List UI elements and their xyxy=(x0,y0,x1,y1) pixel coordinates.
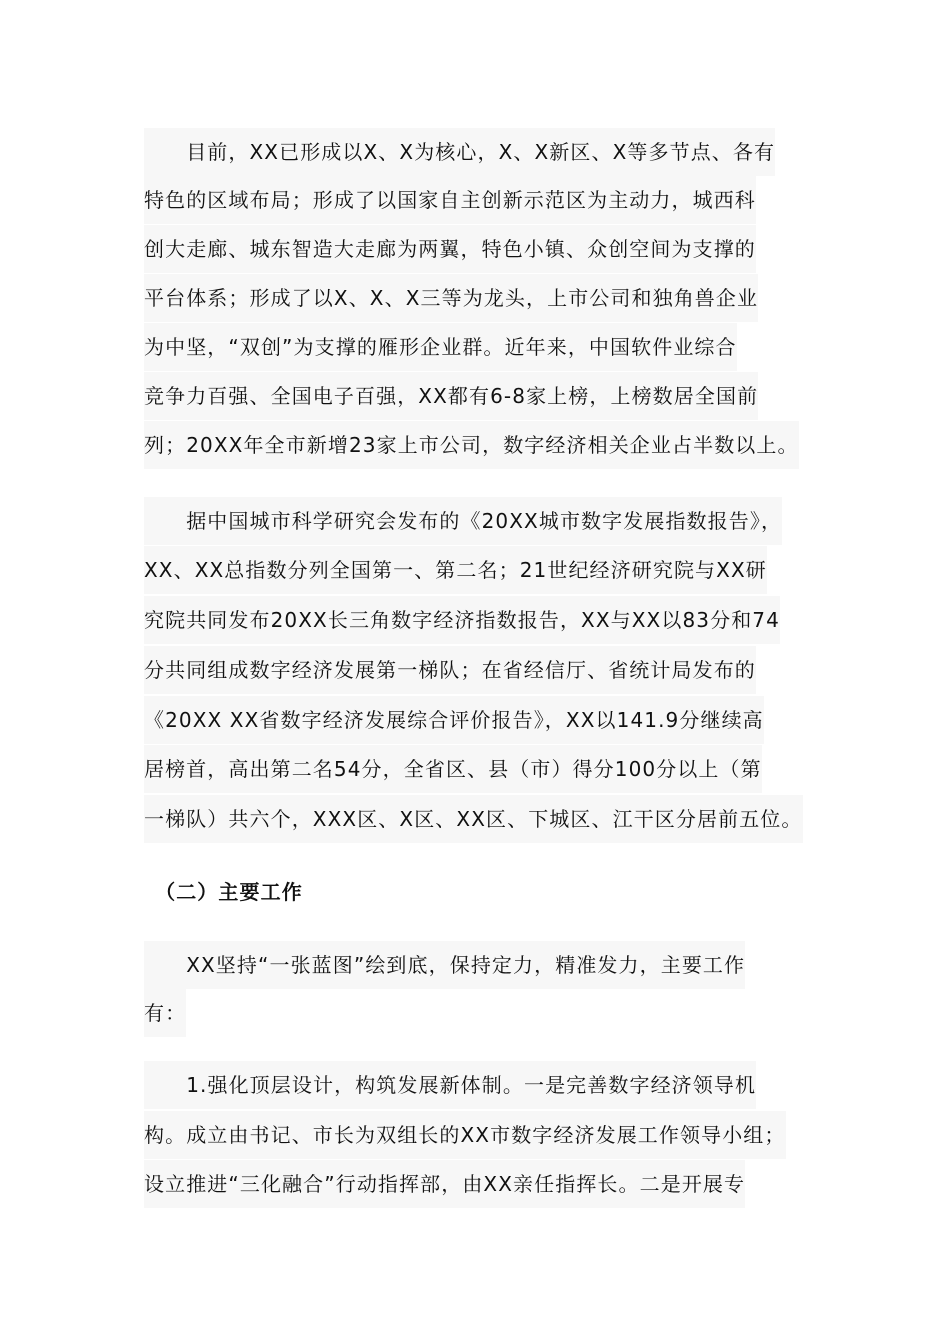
paragraph-1-line-7: 列；20XX年全市新增23家上市公司，数字经济相关企业占半数以上。 xyxy=(144,421,799,469)
paragraph-3-line-2: 有： xyxy=(144,989,186,1037)
paragraph-2-line-6: 居榜首，高出第二名54分，全省区、县（市）得分100分以上（第 xyxy=(144,745,762,793)
paragraph-2-line-5: 《20XX XX省数字经济发展综合评价报告》，XX以141.9分继续高 xyxy=(144,696,764,744)
paragraph-2-line-4: 分共同组成数字经济发展第一梯队；在省经信厅、省统计局发布的 xyxy=(144,646,756,694)
section-heading: （二）主要工作 xyxy=(144,880,303,904)
paragraph-3-line-1: XX坚持“一张蓝图”绘到底，保持定力，精准发力，主要工作 xyxy=(144,941,745,989)
paragraph-2-line-1: 据中国城市科学研究会发布的《20XX城市数字发展指数报告》， xyxy=(144,497,782,545)
paragraph-1-line-5: 为中坚，“双创”为支撑的雁形企业群。近年来，中国软件业综合 xyxy=(144,323,737,371)
paragraph-1-line-1: 目前，XX已形成以X、X为核心，X、X新区、X等多节点、各有 xyxy=(144,128,775,176)
paragraph-4-line-1: 1.强化顶层设计，构筑发展新体制。一是完善数字经济领导机 xyxy=(144,1061,756,1109)
paragraph-4-line-3: 设立推进“三化融合”行动指挥部，由XX亲任指挥长。二是开展专 xyxy=(144,1160,745,1208)
paragraph-1-line-2: 特色的区域布局；形成了以国家自主创新示范区为主动力，城西科 xyxy=(144,176,756,224)
paragraph-2-line-2: XX、XX总指数分列全国第一、第二名；21世纪经济研究院与XX研 xyxy=(144,546,767,594)
paragraph-1-line-6: 竞争力百强、全国电子百强，XX都有6-8家上榜，上榜数居全国前 xyxy=(144,372,758,420)
paragraph-2-line-7: 一梯队）共六个，XXX区、X区、XX区、下城区、江干区分居前五位。 xyxy=(144,795,803,843)
paragraph-1-line-4: 平台体系；形成了以X、X、X三等为龙头，上市公司和独角兽企业 xyxy=(144,274,758,322)
paragraph-1-line-3: 创大走廊、城东智造大走廊为两翼，特色小镇、众创空间为支撑的 xyxy=(144,225,756,273)
paragraph-4-line-2: 构。成立由书记、市长为双组长的XX市数字经济发展工作领导小组； xyxy=(144,1111,786,1159)
paragraph-2-line-3: 究院共同发布20XX长三角数字经济指数报告，XX与XX以83分和74 xyxy=(144,596,780,644)
